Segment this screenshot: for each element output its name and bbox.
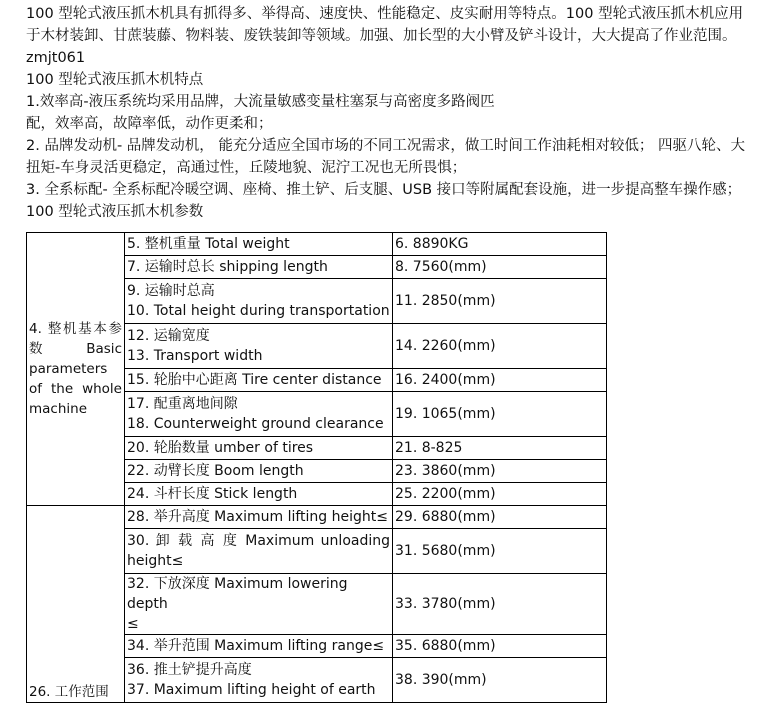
- row-value: 21. 8-825: [393, 437, 607, 460]
- row-label: 15. 轮胎中心距离 Tire center distance: [125, 369, 393, 392]
- feature-3: 3. 全系标配- 全系标配冷暖空调、座椅、推土铲、后支腿、USB 接口等附属配套设施，进一步提高整车操作感；: [26, 182, 742, 198]
- row-label: [125, 279, 393, 324]
- row-value: 33. 3780(mm): [393, 574, 607, 635]
- category-basic-parameters: 4. 整机基本参数 Basic parameters of the whole machine: [27, 233, 125, 506]
- row-label: 28. 举升高度 Maximum lifting height≤: [125, 506, 393, 529]
- document-body: [26, 0, 754, 223]
- row-label: 22. 动臂长度 Boom length: [125, 460, 393, 483]
- row-label-line-1: 17. 配重离地间隙: [127, 396, 238, 412]
- row-label: 34. 举升范围 Maximum lifting range≤: [125, 635, 393, 658]
- row-value: 31. 5680(mm): [393, 529, 607, 574]
- row-label: 7. 运输时总长 shipping length: [125, 256, 393, 279]
- row-value: 25. 2200(mm): [393, 483, 607, 506]
- row-label-line-1: 9. 运输时总高: [127, 283, 215, 299]
- row-label-line-2: ≤: [127, 616, 139, 632]
- row-label: 20. 轮胎数量 umber of tires: [125, 437, 393, 460]
- row-label-line-2: 10. Total height during transportation: [127, 303, 390, 319]
- row-value: 11. 2850(mm): [393, 279, 607, 324]
- row-value: 29. 6880(mm): [393, 506, 607, 529]
- feature-1-line-1: 1.效率高-液压系统均采用品牌，大流量敏感变量柱塞泵与高密度多路阀匹: [26, 94, 495, 110]
- row-label: [125, 324, 393, 369]
- params-heading: 100 型轮式液压抓木机参数: [26, 204, 204, 220]
- row-label-line-2: 13. Transport width: [127, 348, 263, 364]
- feature-1-line-2: 配，效率高，故障率低，动作更柔和；: [26, 116, 273, 132]
- row-value: 38. 390(mm): [393, 658, 607, 703]
- row-label: [125, 529, 393, 574]
- features-heading: 100 型轮式液压抓木机特点: [26, 72, 204, 88]
- row-value: 8. 7560(mm): [393, 256, 607, 279]
- row-value: 14. 2260(mm): [393, 324, 607, 369]
- row-label-line-1: 30. 卸 载 高 度 Maximum unloading: [127, 533, 390, 549]
- row-value: 19. 1065(mm): [393, 392, 607, 437]
- table-row: [27, 233, 607, 256]
- row-label-line-1: 36. 推土铲提升高度: [127, 662, 252, 678]
- row-label-line-2: 37. Maximum lifting height of earth: [127, 682, 376, 698]
- row-label-line-2: height≤: [127, 553, 184, 569]
- row-label-line-2: 18. Counterweight ground clearance: [127, 416, 384, 432]
- row-value: 6. 8890KG: [393, 233, 607, 256]
- row-label: [125, 658, 393, 703]
- table-row: [27, 506, 607, 529]
- spec-table: [26, 232, 607, 703]
- row-label: 5. 整机重量 Total weight: [125, 233, 393, 256]
- category-working-range: 26. 工作范围: [27, 506, 125, 703]
- row-label: [125, 574, 393, 635]
- intro-paragraph: 100 型轮式液压抓木机具有抓得多、举得高、速度快、性能稳定、皮实耐用等特点。100 型轮式液压抓木机应用于木材装卸、甘蔗装藤、物料装、废铁装卸等领域。加强、加长型的大小臂及铲斗设计，大大提高了作业范围。zmjt061: [26, 6, 744, 66]
- row-label: [125, 392, 393, 437]
- row-label: 24. 斗杆长度 Stick length: [125, 483, 393, 506]
- row-value: 23. 3860(mm): [393, 460, 607, 483]
- row-value: 16. 2400(mm): [393, 369, 607, 392]
- feature-2: 2. 品牌发动机- 品牌发动机， 能充分适应全国市场的不同工况需求，做工时间工作油耗相对较低； 四驱八轮、大扭矩-车身灵活更稳定，高通过性，丘陵地貌、泥泞工况也无所畏惧；: [26, 138, 745, 176]
- row-value: 35. 6880(mm): [393, 635, 607, 658]
- row-label-line-1: 12. 运输宽度: [127, 328, 210, 344]
- row-label-line-1: 32. 下放深度 Maximum lowering depth: [127, 576, 348, 612]
